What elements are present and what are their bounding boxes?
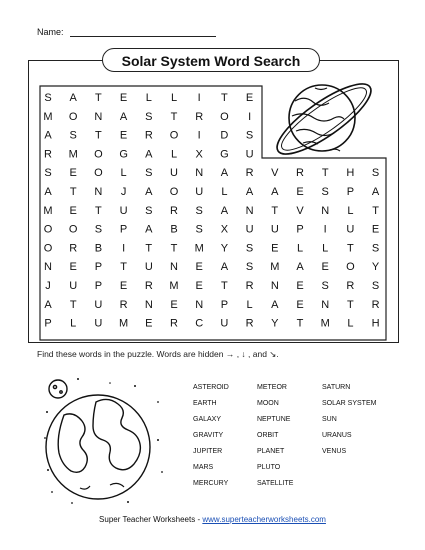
grid-letter[interactable]: H [371, 317, 380, 330]
word-list-item: SATURN [322, 384, 351, 391]
grid-letter[interactable]: O [346, 261, 355, 274]
grid-letter[interactable]: I [197, 129, 201, 142]
word-list-item: JUPITER [193, 448, 223, 455]
grid-letter[interactable]: U [170, 167, 178, 180]
grid-letter[interactable]: P [44, 317, 52, 330]
grid-letter[interactable]: G [220, 148, 229, 161]
grid-letter[interactable]: R [195, 110, 204, 123]
grid-letter[interactable]: S [371, 167, 380, 180]
grid-letter[interactable]: T [347, 298, 354, 311]
grid-letter[interactable]: N [321, 204, 330, 217]
grid-letter[interactable]: R [69, 242, 78, 255]
word-list-item: METEOR [257, 384, 287, 391]
footer-link[interactable]: www.superteacherworksheets.com [202, 515, 326, 524]
grid-letter[interactable]: S [195, 204, 203, 217]
grid-letter[interactable]: A [271, 186, 279, 198]
grid-letter[interactable]: N [44, 261, 52, 274]
grid-letter[interactable]: E [119, 129, 128, 142]
grid-letter[interactable]: U [119, 204, 128, 217]
grid-letter[interactable]: L [221, 186, 228, 198]
word-list-item: SUN [322, 416, 337, 423]
grid-letter[interactable]: L [347, 204, 354, 217]
grid-letter[interactable]: Y [220, 242, 229, 255]
grid-letter[interactable]: L [170, 148, 178, 161]
grid-letter[interactable]: C [195, 317, 204, 330]
grid-letter[interactable]: I [197, 92, 201, 104]
grid-letter[interactable]: O [94, 167, 103, 180]
grid-letter[interactable]: N [270, 280, 279, 292]
grid-letter[interactable]: T [95, 204, 102, 217]
word-list-column-2 [257, 380, 293, 492]
grid-letter[interactable]: Y [371, 261, 380, 274]
grid-letter[interactable]: V [296, 204, 304, 217]
word-list-item: VENUS [322, 448, 347, 455]
name-label: Name: [37, 27, 64, 37]
grid-letter[interactable]: A [44, 186, 52, 198]
grid-letter[interactable]: X [220, 223, 229, 236]
grid-letter[interactable]: S [69, 129, 77, 142]
word-list-item: PLANET [257, 448, 285, 455]
grid-letter[interactable]: A [220, 261, 229, 274]
grid-letter[interactable]: A [245, 186, 254, 198]
grid-letter[interactable]: I [122, 242, 126, 255]
grid-letter[interactable]: S [145, 167, 153, 180]
grid-letter[interactable]: X [195, 148, 203, 161]
grid-letter[interactable]: U [144, 261, 153, 274]
grid-letter[interactable]: T [347, 242, 354, 255]
grid-letter[interactable]: T [69, 186, 77, 198]
grid-letter[interactable]: P [220, 298, 229, 311]
grid-letter[interactable]: A [44, 298, 52, 311]
word-list-item: URANUS [322, 432, 352, 439]
grid-letter[interactable]: O [43, 223, 53, 236]
grid-letter[interactable]: A [220, 167, 229, 180]
grid-letter[interactable]: P [119, 223, 128, 236]
grid-letter[interactable]: S [44, 92, 52, 104]
grid-letter[interactable]: M [169, 280, 179, 292]
grid-letter[interactable]: T [120, 261, 127, 274]
grid-letter[interactable]: E [321, 261, 329, 274]
grid-letter[interactable]: N [195, 298, 204, 311]
word-list-item: GRAVITY [193, 432, 224, 439]
grid-letter[interactable]: S [321, 186, 329, 198]
word-list-item: NEPTUNE [257, 416, 291, 423]
grid-letter[interactable]: N [144, 298, 153, 311]
grid-letter[interactable]: T [221, 92, 228, 104]
grid-letter[interactable]: N [195, 167, 204, 180]
grid-letter[interactable]: A [119, 110, 128, 123]
grid-letter[interactable]: M [119, 317, 129, 330]
grid-letter[interactable]: N [170, 261, 178, 274]
grid-letter[interactable]: N [321, 298, 330, 311]
grid-letter[interactable]: R [170, 317, 178, 330]
word-list-column-3 [322, 380, 376, 460]
grid-letter[interactable]: J [45, 280, 51, 292]
ringed-planet-icon [268, 73, 379, 165]
grid-letter[interactable]: O [43, 242, 53, 255]
grid-letter[interactable]: D [220, 129, 229, 142]
grid-letter[interactable]: T [296, 317, 304, 330]
word-list-item: MOON [257, 400, 279, 407]
grid-letter[interactable]: S [371, 242, 380, 255]
grid-letter[interactable]: U [69, 280, 78, 292]
grid-letter[interactable]: U [245, 148, 254, 161]
grid-letter[interactable]: S [195, 223, 203, 236]
grid-letter[interactable]: R [44, 148, 52, 161]
instructions-text: Find these words in the puzzle. Words are hidden → , ↓ , and ↘. [37, 349, 279, 359]
grid-letter[interactable]: U [220, 317, 229, 330]
grid-letter[interactable]: U [94, 317, 103, 330]
grid-letter[interactable]: M [68, 148, 78, 161]
grid-letter[interactable]: M [270, 261, 280, 274]
grid-letter[interactable]: J [120, 186, 127, 198]
grid-letter[interactable]: S [321, 280, 329, 292]
grid-letter[interactable]: E [195, 261, 203, 274]
footer-prefix: Super Teacher Worksheets - [99, 515, 203, 524]
grid-letter[interactable]: U [94, 298, 103, 311]
grid-letter[interactable]: R [144, 280, 153, 292]
grid-letter[interactable]: T [221, 280, 228, 292]
grid-letter[interactable]: L [296, 242, 304, 255]
grid-letter[interactable]: I [248, 110, 252, 123]
grid-letter[interactable]: P [94, 280, 103, 292]
grid-letter[interactable]: S [145, 110, 153, 123]
grid-letter[interactable]: R [346, 280, 355, 292]
grid-letter[interactable]: V [271, 167, 279, 180]
grid-letter[interactable]: N [94, 186, 103, 198]
grid-letter[interactable]: E [145, 317, 153, 330]
grid-letter[interactable]: R [245, 167, 254, 180]
grid-letter[interactable]: L [170, 92, 178, 104]
grid-letter[interactable]: O [220, 110, 229, 123]
grid-letter[interactable]: R [296, 167, 304, 180]
grid-letter[interactable]: P [346, 186, 355, 198]
grid-letter[interactable]: R [245, 317, 254, 330]
word-list-column-1 [193, 380, 229, 492]
grid-letter[interactable]: E [195, 280, 203, 292]
word-list-item: GALAXY [193, 416, 222, 423]
grid-letter[interactable]: E [69, 167, 77, 180]
grid-letter[interactable]: A [145, 148, 153, 161]
grid-letter[interactable]: M [320, 317, 330, 330]
word-list-item: MERCURY [193, 480, 229, 487]
grid-letter[interactable]: S [245, 242, 254, 255]
grid-letter[interactable]: L [145, 92, 152, 104]
grid-letter[interactable]: O [68, 110, 78, 123]
grid-letter[interactable]: U [270, 223, 279, 236]
grid-letter[interactable]: S [44, 167, 52, 180]
word-list-item: ORBIT [257, 432, 279, 439]
grid-letter[interactable]: O [68, 223, 78, 236]
grid-letter[interactable]: A [44, 129, 52, 142]
grid-letter[interactable]: S [145, 204, 153, 217]
grid-letter[interactable]: T [372, 204, 379, 217]
grid-letter[interactable]: A [145, 186, 153, 198]
grid-letter[interactable]: A [220, 204, 229, 217]
grid-letter[interactable]: T [271, 204, 279, 217]
grid-letter[interactable]: O [94, 148, 103, 161]
grid-letter[interactable]: E [69, 261, 77, 274]
grid-letter[interactable]: I [323, 223, 327, 236]
grid-letter[interactable]: P [94, 261, 103, 274]
word-list-item: MARS [193, 464, 214, 471]
grid-letter[interactable]: A [145, 223, 153, 236]
grid-letter[interactable]: L [347, 317, 354, 330]
grid-letter[interactable]: U [245, 223, 254, 236]
grid-letter[interactable]: T [69, 298, 77, 311]
grid-letter[interactable]: N [94, 110, 103, 123]
grid-letter[interactable]: A [371, 186, 380, 198]
grid-letter[interactable]: L [70, 317, 77, 330]
word-list-item: SATELLITE [257, 480, 294, 487]
grid-letter[interactable]: A [296, 261, 304, 274]
grid-letter[interactable]: S [371, 280, 380, 292]
grid-letter[interactable]: E [119, 280, 128, 292]
grid-letter[interactable]: B [170, 223, 178, 236]
grid-letter[interactable]: L [246, 298, 253, 311]
grid-letter[interactable]: M [194, 242, 204, 255]
word-list-item: EARTH [193, 400, 217, 407]
grid-letter[interactable]: P [296, 223, 304, 236]
grid-letter[interactable]: T [95, 129, 102, 142]
grid-letter[interactable]: T [321, 167, 329, 180]
grid-letter[interactable]: U [195, 186, 204, 198]
grid-letter[interactable]: T [95, 92, 102, 104]
grid-letter[interactable]: R [144, 129, 153, 142]
grid-letter[interactable]: E [296, 280, 304, 292]
grid-letter[interactable]: M [43, 110, 53, 123]
grid-letter[interactable]: R [245, 280, 254, 292]
grid-letter[interactable]: E [245, 92, 254, 104]
grid-letter[interactable]: S [245, 261, 254, 274]
grid-letter[interactable]: R [371, 298, 380, 311]
grid-letter[interactable]: U [346, 223, 355, 236]
grid-letter[interactable]: E [119, 92, 128, 104]
grid-letter[interactable]: M [43, 204, 53, 217]
grid-letter[interactable]: E [69, 204, 77, 217]
grid-letter[interactable]: L [322, 242, 329, 255]
grid-letter[interactable]: T [170, 242, 178, 255]
grid-letter[interactable]: T [145, 242, 153, 255]
grid-letter[interactable]: H [346, 167, 355, 180]
word-list-item: ASTEROID [193, 384, 229, 391]
moon-icon [49, 380, 67, 398]
word-list-item: SOLAR SYSTEM [322, 400, 377, 407]
grid-letter[interactable]: S [94, 223, 103, 236]
word-list-item: PLUTO [257, 464, 281, 471]
grid-letter[interactable]: Y [271, 317, 279, 330]
grid-letter[interactable]: E [296, 186, 304, 198]
grid-letter[interactable]: T [170, 110, 178, 123]
grid-letter[interactable]: E [170, 298, 178, 311]
footer [0, 515, 425, 524]
grid-letter[interactable]: S [245, 129, 254, 142]
grid-letter[interactable]: A [271, 298, 279, 311]
page-title: Solar System Word Search [102, 48, 320, 72]
grid-letter[interactable]: L [120, 167, 127, 180]
grid-letter[interactable]: B [94, 242, 103, 255]
grid-letter[interactable]: E [371, 223, 380, 236]
earth-icon [46, 395, 150, 499]
grid-letter[interactable]: R [170, 204, 178, 217]
grid-letter[interactable]: E [271, 242, 279, 255]
grid-letter[interactable]: G [119, 148, 128, 161]
grid-letter[interactable]: E [296, 298, 304, 311]
grid-letter[interactable]: O [169, 186, 179, 198]
grid-letter[interactable]: N [245, 204, 254, 217]
grid-letter[interactable]: O [169, 129, 179, 142]
grid-letter[interactable]: R [119, 298, 128, 311]
grid-letter[interactable]: A [69, 92, 77, 104]
